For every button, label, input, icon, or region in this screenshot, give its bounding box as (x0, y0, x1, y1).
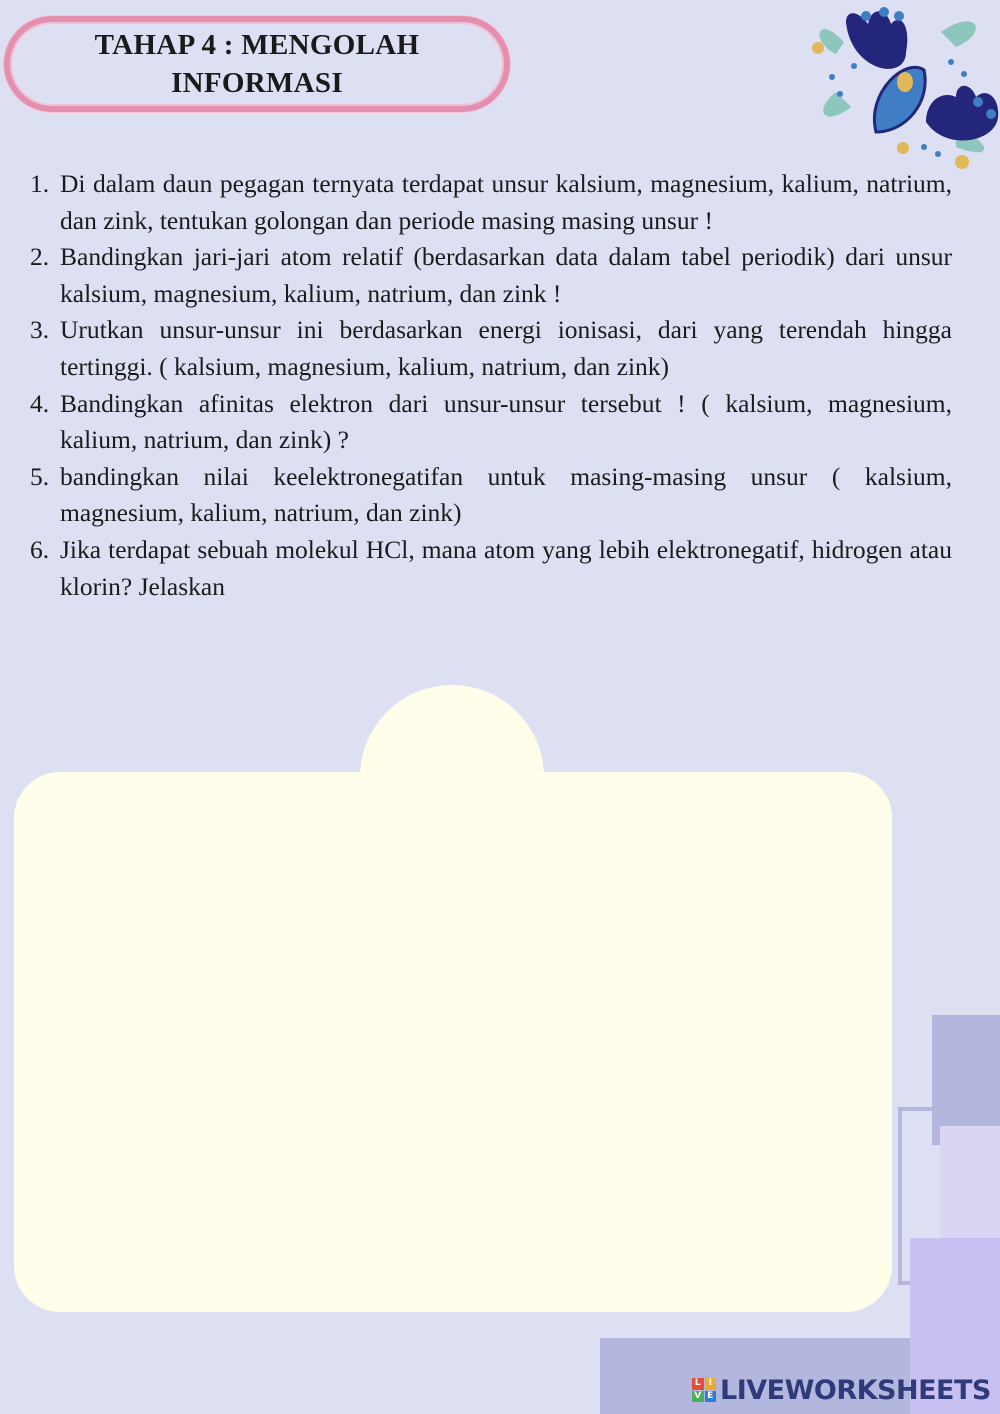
list-item (30, 532, 952, 605)
question-number: 4. (30, 388, 50, 418)
brand-text: LIVEWORKSHEETS (720, 1374, 991, 1406)
question-text: Bandingkan jari-jari atom relatif (berdasarkan data dalam tabel periodik) dari unsur kalsium, magnesium, kalium, natrium, dan zink ! (60, 242, 952, 308)
answer-box[interactable] (14, 772, 892, 1312)
question-text: Jika terdapat sebuah molekul HCl, mana atom yang lebih elektronegatif, hidrogen atau klorin? Jelaskan (60, 534, 952, 601)
list-item (30, 386, 952, 459)
list-item (30, 459, 952, 532)
list-item (30, 166, 952, 239)
question-text: Bandingkan afinitas elektron dari unsur-unsur tersebut ! ( kalsium, magnesium, kalium, natrium, dan zink) ? (60, 388, 952, 455)
list-item (30, 239, 952, 312)
question-number: 5. (30, 461, 50, 491)
brand-watermark (692, 1372, 991, 1408)
question-text: Di dalam daun pegagan ternyata terdapat unsur kalsium, magnesium, kalium, natrium, dan zink, tentukan golongan dan periode masing masing unsur ! (60, 169, 952, 235)
floral-ornament-icon (806, 2, 1000, 174)
liveworksheets-logo-icon: L I V E (692, 1378, 716, 1402)
question-number: 6. (30, 534, 50, 564)
question-text: bandingkan nilai keelektronegatifan untuk masing-masing unsur ( kalsium, magnesium, kalium, natrium, dan zink) (60, 461, 952, 528)
page-title (4, 16, 510, 112)
title-line-2: INFORMASI (171, 67, 343, 99)
question-text: Urutkan unsur-unsur ini berdasarkan energi ionisasi, dari yang terendah hingga tertinggi. ( kalsium, magnesium, kalium, natrium, dan zink) (60, 315, 952, 381)
question-number: 2. (30, 242, 50, 272)
question-number: 3. (30, 315, 50, 345)
question-list (30, 166, 952, 605)
title-line-1: TAHAP 4 : MENGOLAH (94, 29, 420, 61)
list-item (30, 312, 952, 385)
question-number: 1. (30, 169, 50, 198)
